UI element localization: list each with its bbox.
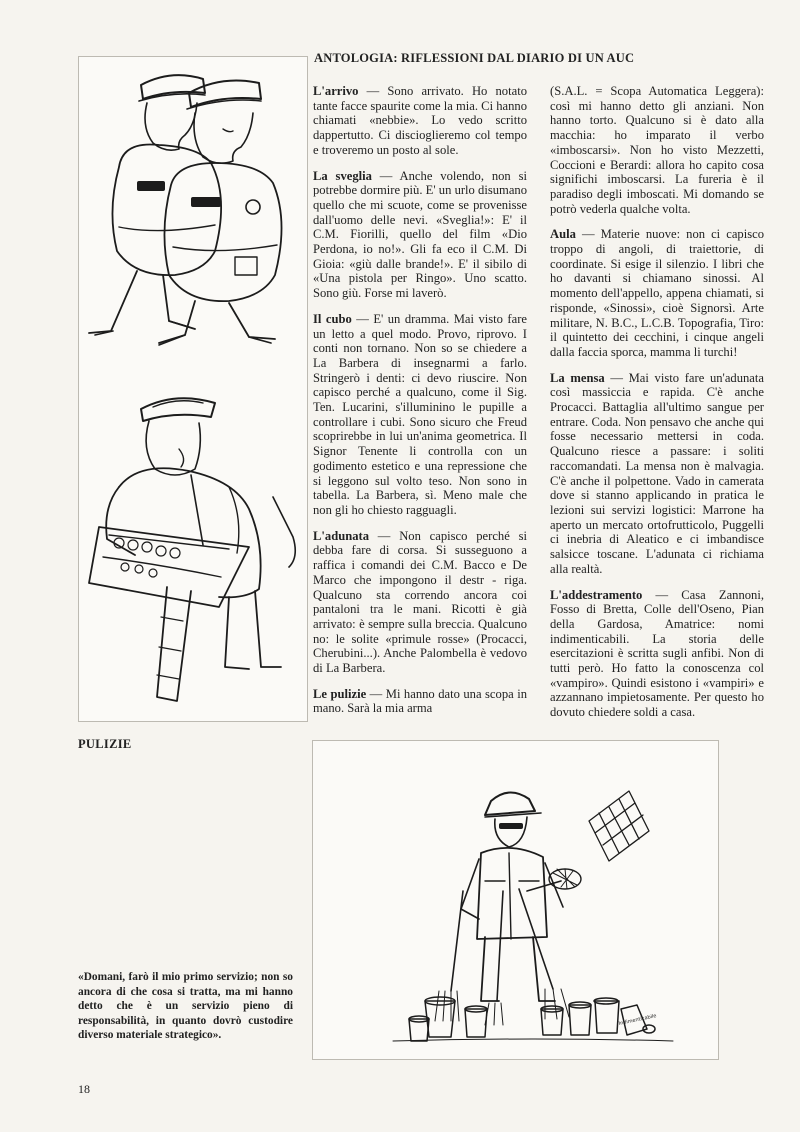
paragraph-heading: La sveglia — [313, 168, 372, 183]
paragraph-text: — Casa Zannoni, Fosso di Bretta, Colle dell'Oseno, Pian della Gardosa, Amatrice: nomi indimenticabili. La storia delle esercitazioni è scritta sugli anfibi. Non di tutti però. Ho fatto la conoscenza col «vampiro». Quindi esistono i «vampiri» e azzannano impietosamente. Per questo ho dovuto chiedere soldi a casa. — [550, 587, 764, 720]
paragraph-heading: Aula — [550, 227, 576, 242]
paragraph-heading: La mensa — [550, 370, 605, 385]
paragraph-text: — Mi hanno dato una scopa in mano. Sarà la mia arma — [313, 686, 527, 716]
paragraph-text: — Anche volendo, non si potrebbe dormire più. E' un urlo disumano quello che mi scuote, come se provenisse dall'uomo delle nevi. «Sveglia!»: E' il C.M. Fiorilli, quello del film «Dio Perdona, io no!». Gli fa eco il C.M. Di Gioia: «giù dalle brande!». E' il sibilo di «Una pistola per Ringo». Uno scatto. Sono giù. Forse mi laverò. — [313, 168, 527, 301]
marching-officers-drawing — [89, 75, 282, 345]
paragraph-aula — [550, 227, 764, 359]
paragraph-mensa — [550, 371, 764, 577]
bottom-illustration-panel — [312, 740, 719, 1060]
paragraph-text: — Materie nuove: non ci capisco troppo di angoli, di traiettorie, di coordinate. Si esige il silenzio. I libri che ho davanti si chiamano sinossi. Al momento dell'appello, appena chiamati, si risponde, «Sinossi», cioè Signorsì. Arte militare, N. B.C., L.C.B. Topografia, Tiro: il quintetto dei cecchini, i cinque angeli dalla faccia sporca, mamma li turchi! — [550, 227, 764, 359]
soldier-with-brooms-drawing — [313, 741, 718, 1059]
section-title-pulizie: PULIZIE — [78, 737, 132, 751]
paragraph-heading: L'addestramento — [550, 587, 643, 602]
paragraph-arrivo — [313, 84, 527, 158]
article-title: ANTOLOGIA: RIFLESSIONI DAL DIARIO DI UN AUC — [314, 51, 635, 65]
paragraph-sveglia — [313, 169, 527, 301]
paragraph-text: — E' un dramma. Mai visto fare un letto a quel modo. Provo, riprovo. I conti non tornano. Non so se chiedere a La Barbera di insegnarmi a farlo. Stringerò i denti: ci devo riuscire. Non capisco perché a qualcuno, come il Sig. Ten. Lucarini, s'illuminino le pupille a controllare i cubi. Sono sicuro che Freud scoprirebbe in lui un'anima geometrica. Il Signor Tenente li controlla con un godimento estetico e una repressione che si leggono sul volto teso. Non sono in tabella. La Barbera, sì. Meno male che non gli ho chiesto ragguagli. — [313, 311, 527, 517]
page-number: 18 — [78, 1082, 90, 1096]
left-illustration-panel — [78, 56, 308, 722]
paragraph-addestramento — [550, 588, 764, 720]
text-column-right — [550, 84, 764, 731]
text-column-left — [313, 84, 527, 727]
paragraph-heading: Il cubo — [313, 311, 352, 326]
box-label: Indimenticabile — [618, 1013, 658, 1027]
paragraph-text: — Mai visto fare un'adunata così massiccia e rapida. C'è anche Procacci. Battaglia all'ultimo sangue per entrare. Coda. Non pensavo che anche qui fosse necessario mettersi in coda. Qualcuno riesce a passare: i soliti raccomandati. La mensa non è malvagia. C'è anche il polpettone. Vado in camerata dove si stanno applicando in pratica le lezioni sui servizi logistici: Marrone ha aperto un mercato ortofrutticolo, Puggelli ci inebria di Aleatico e ci imbandisce salsicce toscane. L'adunata ci richiama alla realtà. — [550, 370, 764, 576]
paragraph-heading: L'arrivo — [313, 84, 359, 98]
officer-at-table-drawing — [89, 398, 295, 701]
paragraph-text: — Non capisco perché si debba fare di corsa. Si susseguono a raffica i comandi dei C.M. Bacco e De Marco che impongono il destr - riga. Qualcuno sta correndo ancora coi pantaloni tra le mani. Ricotti è già arrivato: è sempre sulla breccia. Qualcuno no: le solite «primule rosse» (Procacci, Cherubini...). Anche Palombella è vedovo di La Barbera. — [313, 528, 527, 676]
paragraph-cubo — [313, 312, 527, 518]
paragraph-adunata — [313, 529, 527, 676]
paragraph-text: — Sono arrivato. Ho notato tante facce spaurite come la mia. Ci hanno chiamati «nebbie». Lo vedo scritto dappertutto. Ci discioglieremo col tempo e troveremo un posto al sole. — [313, 84, 528, 157]
paragraph-pulizie — [313, 687, 527, 716]
illustration-caption: «Domani, farò il mio primo servizio; non so ancora di che cosa si tratta, ma mi hanno detto che è un servizio pieno di responsabilità, in quanto dovrò custodire diverso materiale strategico». — [78, 971, 293, 1042]
paragraph-heading: L'adunata — [313, 528, 369, 543]
paragraph-continuation — [550, 84, 764, 216]
paragraph-text: (S.A.L. = Scopa Automatica Leggera): così mi hanno detto gli anziani. Non hanno torto. Qualcuno si è dato alla macchia: ho imparato il verbo «imboscarsi». Non ho visto Mezzetti, Coccioni e Berardi: allora ho capito cosa significhi imboscarsi. La fureria è il paradiso degli imboscati. Mi domando se potrò vederla qualche volta. — [550, 84, 764, 216]
cartoon-illustrations — [79, 57, 307, 721]
paragraph-heading: Le pulizie — [313, 686, 367, 701]
